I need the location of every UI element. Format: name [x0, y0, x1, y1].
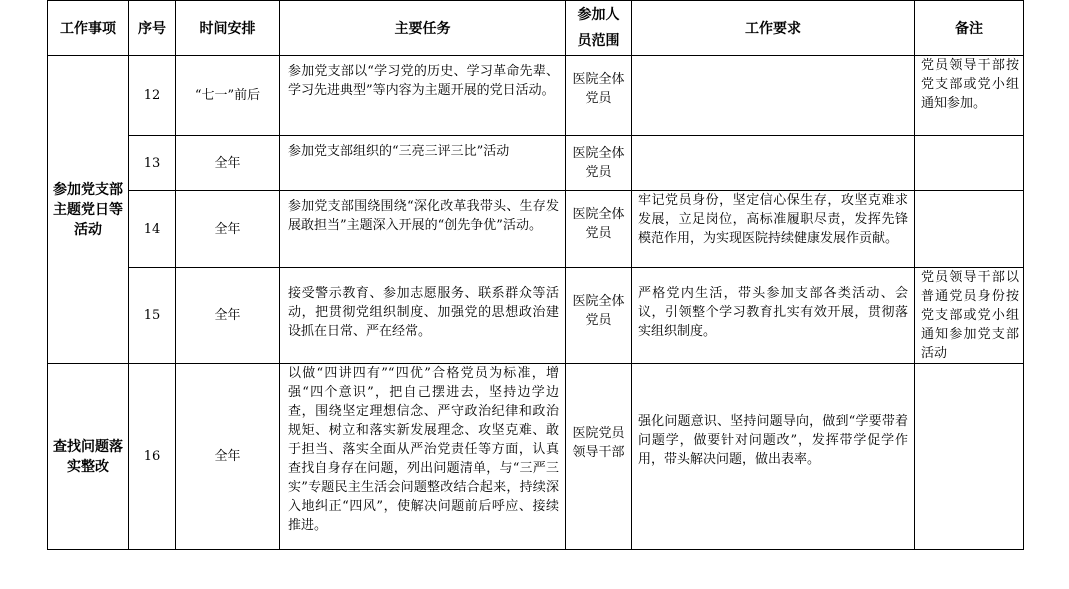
table-row: [48, 364, 1024, 550]
scope-cell: 医院全体党员: [566, 191, 632, 268]
header-item: 工作事项: [48, 1, 129, 56]
work-item-cell: 参加党支部主题党日等活动: [48, 56, 129, 364]
row-number: 13: [129, 136, 176, 191]
scope-cell: 医院全体党员: [566, 268, 632, 364]
time-cell: 全年: [176, 364, 280, 550]
header-req: 工作要求: [632, 1, 915, 56]
row-number: 16: [129, 364, 176, 550]
table-row: [48, 268, 1024, 364]
header-row: [48, 1, 1024, 56]
requirement-cell: [632, 136, 915, 191]
requirement-cell: 牢记党员身份，坚定信心保生存，攻坚克难求发展，立足岗位，高标准履职尽责，发挥先锋模范作用，为实现医院持续健康发展作贡献。: [632, 191, 915, 268]
header-no: 序号: [129, 1, 176, 56]
scope-cell: 医院全体党员: [566, 56, 632, 136]
time-cell: 全年: [176, 136, 280, 191]
header-task: 主要任务: [280, 1, 566, 56]
work-item-cell: 查找问题落实整改: [48, 364, 129, 550]
row-number: 12: [129, 56, 176, 136]
time-cell: 全年: [176, 268, 280, 364]
note-cell: 党员领导干部按党支部或党小组通知参加。: [915, 56, 1024, 136]
time-cell: “七一”前后: [176, 56, 280, 136]
requirement-cell: 强化问题意识、坚持问题导向，做到“学要带着问题学，做要针对问题改”，发挥带学促学作用，带头解决问题，做出表率。: [632, 364, 915, 550]
header-note: 备注: [915, 1, 1024, 56]
requirement-cell: 严格党内生活，带头参加支部各类活动、会议，引领整个学习教育扎实有效开展，贯彻落实组织制度。: [632, 268, 915, 364]
note-cell: [915, 364, 1024, 550]
row-number: 14: [129, 191, 176, 268]
task-cell: 参加党支部组织的“三亮三评三比”活动: [280, 136, 566, 191]
time-cell: 全年: [176, 191, 280, 268]
task-cell: 参加党支部以“学习党的历史、学习革命先辈、学习先进典型”等内容为主题开展的党日活动。: [280, 56, 566, 136]
table-row: [48, 56, 1024, 136]
task-cell: 参加党支部围绕围绕“深化改革我带头、生存发展敢担当”主题深入开展的“创先争优”活动。: [280, 191, 566, 268]
scope-cell: 医院党员领导干部: [566, 364, 632, 550]
table-row: [48, 136, 1024, 191]
task-cell: 接受警示教育、参加志愿服务、联系群众等活动，把贯彻党组织制度、加强党的思想政治建设抓在日常、严在经常。: [280, 268, 566, 364]
header-time: 时间安排: [176, 1, 280, 56]
note-cell: [915, 136, 1024, 191]
task-cell: 以做“四讲四有”“四优”合格党员为标准，增强“四个意识”，把自己摆进去，坚持边学边查，围绕坚定理想信念、严守政治纪律和政治规矩、树立和落实新发展理念、攻坚克难、敢于担当、落实全面从严治党责任等方面，认真查找自身存在问题，列出问题清单，与“三严三实”专题民主生活会问题整改结合起来，持续深入地纠正“四风”，使解决问题前后呼应、接续推进。: [280, 364, 566, 550]
work-plan-table: [47, 0, 1024, 550]
scope-cell: 医院全体党员: [566, 136, 632, 191]
row-number: 15: [129, 268, 176, 364]
header-scope: 参加人员范围: [566, 1, 632, 56]
table-row: [48, 191, 1024, 268]
requirement-cell: [632, 56, 915, 136]
note-cell: 党员领导干部以普通党员身份按党支部或党小组通知参加党支部活动: [915, 268, 1024, 364]
note-cell: [915, 191, 1024, 268]
